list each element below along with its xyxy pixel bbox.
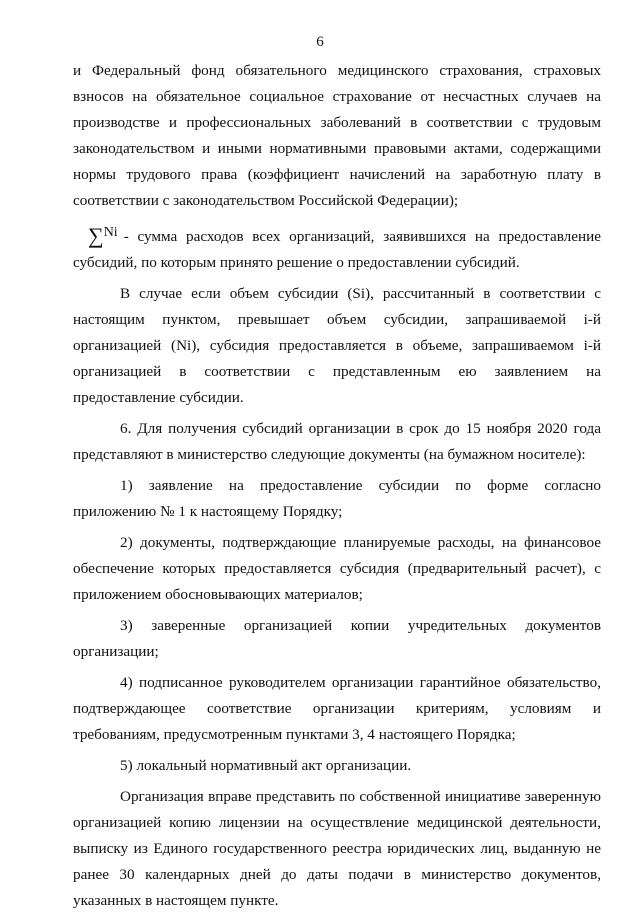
paragraph-contributions-continued: и Федеральный фонд обязательного медицинского страхования, страховых взносов на обязательное социальное страхование от несчастных случаев на производстве и профессиональных заболеваний в соответствии с трудовым законодательством и иными нормативными правовыми актами, содержащими нормы трудового права (коэффициент начислений на заработную плату в соответствии с законодательством Российской Федерации); bbox=[73, 62, 601, 209]
paragraph-sum-definition bbox=[73, 220, 601, 276]
list-item-4: 4) подписанное руководителем организации гарантийное обязательство, подтверждающее соответствие организации критериям, условиям и требованиям, предусмотренным пунктами 3, 4 настоящего Порядка; bbox=[73, 674, 601, 743]
paragraph-item-6: 6. Для получения субсидий организации в срок до 15 ноября 2020 года представляют в министерство следующие документы (на бумажном носителе): bbox=[73, 420, 601, 463]
sum-variable: Ni bbox=[103, 225, 118, 240]
paragraph-optional-documents: Организация вправе представить по собственной инициативе заверенную организацией копию лицензии на осуществление медицинской деятельности, выписку из Единого государственного реестра юридических лиц, выданную не ранее 30 календарных дней до даты подачи в министерство документов, указанных в настоящем пункте. bbox=[73, 788, 601, 909]
sum-symbol: ∑ bbox=[88, 223, 104, 248]
sum-definition-text: - сумма расходов всех организаций, заявившихся на предоставление субсидий, по которым принято решение о предоставлении субсидий. bbox=[73, 228, 601, 271]
paragraph-subsidy-limit: В случае если объем субсидии (Si), рассчитанный в соответствии с настоящим пунктом, превышает объем субсидии, запрашиваемой i-й организацией (Ni), субсидия предоставляется в объеме, запрашиваемом i-й организацией в соответствии с представленным ею заявлением на предоставление субсидии. bbox=[73, 285, 601, 406]
list-item-5: 5) локальный нормативный акт организации. bbox=[120, 757, 412, 774]
page-number: 6 bbox=[316, 34, 324, 50]
document-body bbox=[73, 58, 601, 914]
list-item-1: 1) заявление на предоставление субсидии по форме согласно приложению № 1 к настоящему Порядку; bbox=[73, 477, 601, 520]
list-item-3: 3) заверенные организацией копии учредительных документов организации; bbox=[73, 617, 601, 660]
list-item-2: 2) документы, подтверждающие планируемые расходы, на финансовое обеспечение которых предоставляется субсидия (предварительный расчет), с приложением обосновывающих материалов; bbox=[73, 534, 601, 603]
